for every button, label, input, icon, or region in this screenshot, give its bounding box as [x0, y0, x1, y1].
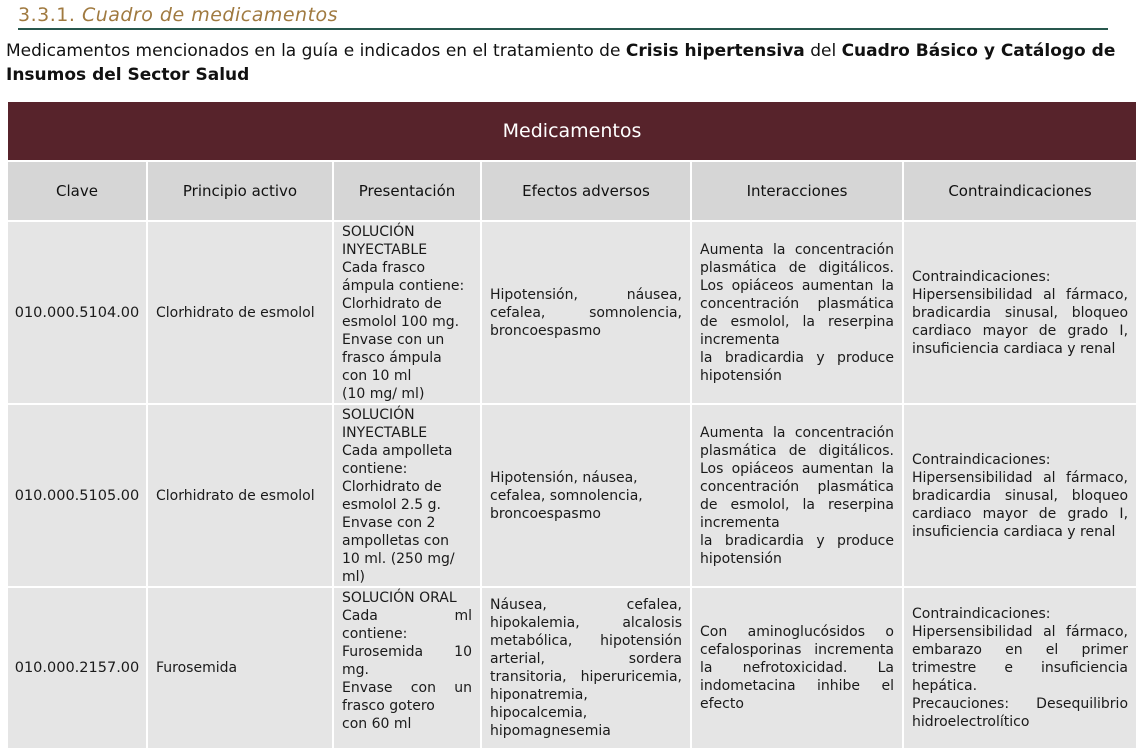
presentacion-line: Cada frasco	[342, 260, 426, 276]
cell-presentacion	[333, 404, 481, 587]
presentacion-line: INYECTABLE	[342, 242, 428, 258]
presentacion-line: SOLUCIÓN ORAL	[342, 590, 457, 606]
contraindicaciones-text: Contraindicaciones: Hipersensibilidad al fármaco, embarazo en el primer trimestre e insuficiencia hepática.	[912, 606, 1129, 694]
section-number: 3.3.1.	[18, 4, 76, 26]
cell-principio-activo: Clorhidrato de esmolol	[147, 404, 333, 587]
intro-bold-2: Cuadro Básico y Catálogo de Insumos del Sector Salud	[6, 41, 1116, 85]
presentacion-line: con 60 ml	[342, 716, 412, 732]
interacciones-text: Aumenta la concentración plasmática de digitálicos. Los opiáceos aumentan la concentración plasmática de esmolol, la reserpina incrementa	[700, 241, 894, 348]
cell-interacciones	[691, 404, 903, 587]
table-title: Medicamentos	[7, 101, 1137, 161]
cell-clave: 010.000.2157.00	[7, 587, 147, 748]
cell-efectos-adversos: Hipotensión, náusea, cefalea, somnolencia, broncoespasmo	[481, 404, 691, 587]
presentacion-line: mg.	[342, 662, 369, 678]
header-clave: Clave	[7, 161, 147, 221]
presentacion-line: (10 mg/ ml)	[342, 386, 425, 402]
cell-presentacion	[333, 587, 481, 748]
presentacion-line: Clorhidrato de	[342, 296, 442, 312]
presentacion-line: 10 ml. (250 mg/	[342, 551, 455, 567]
header-efectos-adversos: Efectos adversos	[481, 161, 691, 221]
header-presentacion: Presentación	[333, 161, 481, 221]
section-heading	[18, 2, 1108, 30]
presentacion-line: Furosemida 10	[342, 644, 472, 660]
table-row	[7, 221, 1137, 404]
cell-interacciones	[691, 221, 903, 404]
cell-interacciones: Con aminoglucósidos o cefalosporinas incrementa la nefrotoxicidad. La indometacina inhibe el efecto	[691, 587, 903, 748]
presentacion-line: frasco ámpula	[342, 350, 442, 366]
presentacion-line: Clorhidrato de	[342, 479, 442, 495]
table-row	[7, 404, 1137, 587]
intro-paragraph	[6, 39, 1126, 87]
medications-table	[6, 100, 1138, 748]
cell-clave: 010.000.5104.00	[7, 221, 147, 404]
presentacion-line: Cada ampolleta	[342, 443, 453, 459]
presentacion-line: SOLUCIÓN	[342, 224, 415, 240]
presentacion-line: contiene:	[342, 626, 408, 642]
presentacion-line: ámpula contiene:	[342, 278, 465, 294]
cell-efectos-adversos: Náusea, cefalea, hipokalemia, alcalosis metabólica, hipotensión arterial, sordera transitoria, hiperuricemia, hiponatremia, hipocalcemia, hipomagnesemia	[481, 587, 691, 748]
cell-contraindicaciones	[903, 587, 1137, 748]
cell-clave: 010.000.5105.00	[7, 404, 147, 587]
table-row	[7, 587, 1137, 748]
interacciones-text-2: la bradicardia y produce hipotensión	[700, 532, 894, 567]
precauciones-text: Precauciones: Desequilibrio hidroelectrolítico	[912, 696, 1129, 730]
cell-contraindicaciones: Contraindicaciones: Hipersensibilidad al fármaco, bradicardia sinusal, bloqueo cardiaco mayor de grado I, insuficiencia cardiaca y renal	[903, 404, 1137, 587]
interacciones-text: Aumenta la concentración plasmática de digitálicos. Los opiáceos aumentan la concentración plasmática de esmolol, la reserpina incrementa	[700, 424, 894, 531]
presentacion-line: esmolol 2.5 g.	[342, 497, 441, 513]
cell-contraindicaciones: Contraindicaciones: Hipersensibilidad al fármaco, bradicardia sinusal, bloqueo cardiaco mayor de grado I, insuficiencia cardiaca y renal	[903, 221, 1137, 404]
presentacion-line: frasco gotero	[342, 698, 435, 714]
presentacion-line: INYECTABLE	[342, 425, 428, 441]
cell-principio-activo: Furosemida	[147, 587, 333, 748]
presentacion-line: Envase con un	[342, 680, 472, 696]
presentacion-line: Envase con un	[342, 332, 445, 348]
header-interacciones: Interacciones	[691, 161, 903, 221]
presentacion-line: ml)	[342, 569, 365, 585]
presentacion-line: Cada ml	[342, 608, 472, 624]
intro-text-1: Medicamentos mencionados en la guía e indicados en el tratamiento de	[6, 41, 626, 61]
cell-efectos-adversos: Hipotensión, náusea, cefalea, somnolencia, broncoespasmo	[481, 221, 691, 404]
header-principio-activo: Principio activo	[147, 161, 333, 221]
section-title: Cuadro de medicamentos	[81, 4, 339, 26]
intro-text-2: del	[804, 41, 842, 61]
presentacion-line: ampolletas con	[342, 533, 450, 549]
presentacion-line: SOLUCIÓN	[342, 407, 415, 423]
header-contraindicaciones: Contraindicaciones	[903, 161, 1137, 221]
presentacion-line: con 10 ml	[342, 368, 412, 384]
cell-presentacion	[333, 221, 481, 404]
presentacion-line: Envase con 2	[342, 515, 436, 531]
presentacion-line: contiene:	[342, 461, 408, 477]
interacciones-text-2: la bradicardia y produce hipotensión	[700, 349, 894, 384]
cell-principio-activo: Clorhidrato de esmolol	[147, 221, 333, 404]
presentacion-line: esmolol 100 mg.	[342, 314, 460, 330]
intro-bold-1: Crisis hipertensiva	[625, 41, 805, 61]
